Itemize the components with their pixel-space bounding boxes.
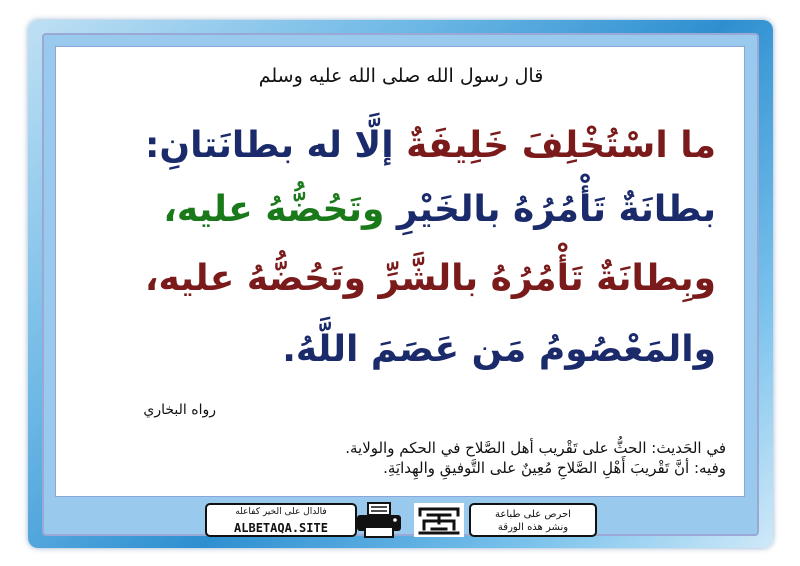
header-text: قال رسول الله صلى الله عليه وسلم bbox=[258, 65, 544, 87]
note-line-1: في الحَديث: الحثُّ على تَقْريب أهل الصَّلاح في الحكم والولاية. bbox=[345, 439, 726, 457]
print-reminder-box bbox=[469, 503, 597, 537]
hadith-line-2-part-b: وتَحُضُّهُ عليه، bbox=[163, 189, 385, 230]
hadith-line-1 bbox=[145, 125, 716, 166]
hadith-line-2-part-a: بطانَةٌ تَأْمُرُهُ بالخَيْرِ bbox=[384, 189, 716, 230]
print-reminder-line-1: احرص على طباعة bbox=[495, 509, 571, 520]
hadith-line-3-part-b: وتَحُضُّهُ عليه، bbox=[144, 258, 367, 299]
note-line-2: وفيه: أنَّ تَقْريبَ أَهْلِ الصَّلاحِ مُعِينٌ على التَّوفيقِ والهِدايَةِ. bbox=[383, 459, 726, 477]
hadith-line-1-part-b: إلَّا له بطانَتانِ: bbox=[145, 125, 407, 166]
footer-bar bbox=[205, 501, 597, 539]
hadith-line-4: والمَعْصُومُ مَن عَصَمَ اللَّهُ. bbox=[282, 329, 716, 370]
albetaqa-logo-icon bbox=[410, 501, 468, 539]
hadith-line-1-part-a: ما اسْتُخْلِفَ خَلِيفَةٌ bbox=[406, 125, 716, 166]
site-slogan: فالدال على الخير كفاعله bbox=[235, 507, 327, 517]
hadith-line-2 bbox=[163, 189, 716, 230]
print-reminder-line-2: ونشر هذه الورقة bbox=[497, 522, 569, 533]
site-url[interactable]: ALBETAQA.SITE bbox=[234, 521, 328, 535]
hadith-card bbox=[55, 46, 745, 497]
hadith-line-3-part-a: وبِطانَةٌ تَأْمُرُهُ بالشَّرِّ bbox=[366, 258, 716, 299]
site-box[interactable] bbox=[205, 503, 357, 537]
source-text: رواه البخاري bbox=[143, 402, 216, 418]
printer-icon bbox=[351, 501, 407, 539]
hadith-line-3 bbox=[145, 258, 716, 299]
